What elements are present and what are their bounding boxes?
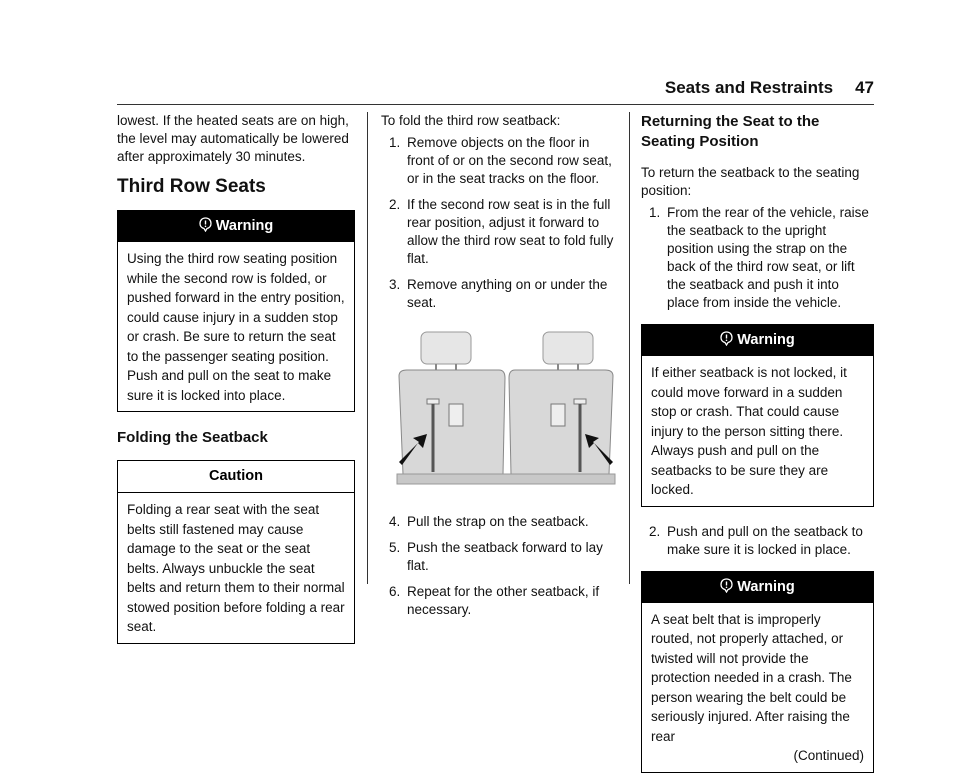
warning-icon [199,217,212,232]
return-steps [641,204,874,312]
column-2 [381,112,619,631]
return-steps-continued [641,523,874,559]
warning-title: Warning [737,332,795,348]
steps-intro: To return the seatback to the seating position: [641,165,860,198]
fold-steps [381,134,619,312]
caution-header: Caution [118,461,354,493]
section-title: Seats and Restraints [664,78,834,97]
warning-box [117,210,355,412]
column-3 [641,112,874,773]
column-1 [117,112,355,660]
caution-box [117,460,355,644]
warning-title: Warning [215,218,274,234]
list-item: 3. Remove anything on or under the seat. [389,277,608,310]
steps-intro: To fold the third row seatback: [381,113,561,128]
list-item: 2. If the second row seat is in the full rear position, adjust it forward to allow the third row seat to fold fully flat. [389,197,614,266]
list-item: 4. Pull the strap on the seatback. [389,514,589,529]
subsection-heading: Folding the Seatback [117,429,268,446]
warning-title: Warning [737,578,795,595]
list-item: 1. Remove objects on the floor in front of or on the second row seat, or in the seat tracks on the floor. [389,135,612,186]
warning-icon [720,578,733,593]
header-rule [117,104,874,105]
warning-body [642,603,873,772]
page-header [665,78,874,98]
fold-steps-continued [381,513,619,619]
warning-body: If either seatback is not locked, it could move forward in a sudden stop or crash. That could cause injury to the person sitting there. Always push and pull on the seatbacks to be sure they are locked. [651,365,847,497]
warning-text: A seat belt that is improperly routed, not properly attached, or twisted will not provide the protection needed in a crash. The person wearing the belt could be seriously injured. After raising the rear [651,611,852,744]
warning-body: Using the third row seating position while the second row is folded, or pushed forward in the entry position, could cause injury in a sudden stop or crash. Be sure to return the seat to the passenger seating position. Push and pull on the seat to make sure it is locked into place. [127,251,345,403]
caution-body: Folding a rear seat with the seat belts still fastened may cause damage to the seat or the seat belts. Always unbuckle the seat belts and return them to their normal stowed position before folding a rear seat. [127,502,345,634]
section-heading: Third Row Seats [117,176,266,197]
page-number: 47 [855,78,874,97]
column-divider [367,112,368,584]
column-divider [629,112,630,584]
warning-box [641,324,874,507]
intro-text: lowest. If the heated seats are on high, the level may automatically be lowered after approximately 30 minutes. [117,113,349,164]
warning-box [641,571,874,773]
warning-icon [720,331,733,346]
list-item: 2. Push and pull on the seatback to make sure it is locked in place. [649,523,863,557]
warning-header [642,572,873,603]
list-item: 5. Push the seatback forward to lay flat. [389,540,603,573]
list-item: 6. Repeat for the other seatback, if necessary. [389,584,600,617]
continued-label: (Continued) [793,748,864,763]
warning-header [118,211,354,242]
warning-header [642,325,873,356]
seatback-illustration [391,324,621,492]
subsection-heading: Returning the Seat to the Seating Position [641,113,820,150]
list-item: 1. From the rear of the vehicle, raise the seatback to the upright position using the strap on the back of the third row seat, or lift the seatback and push it into place from inside the vehicle. [649,205,869,310]
